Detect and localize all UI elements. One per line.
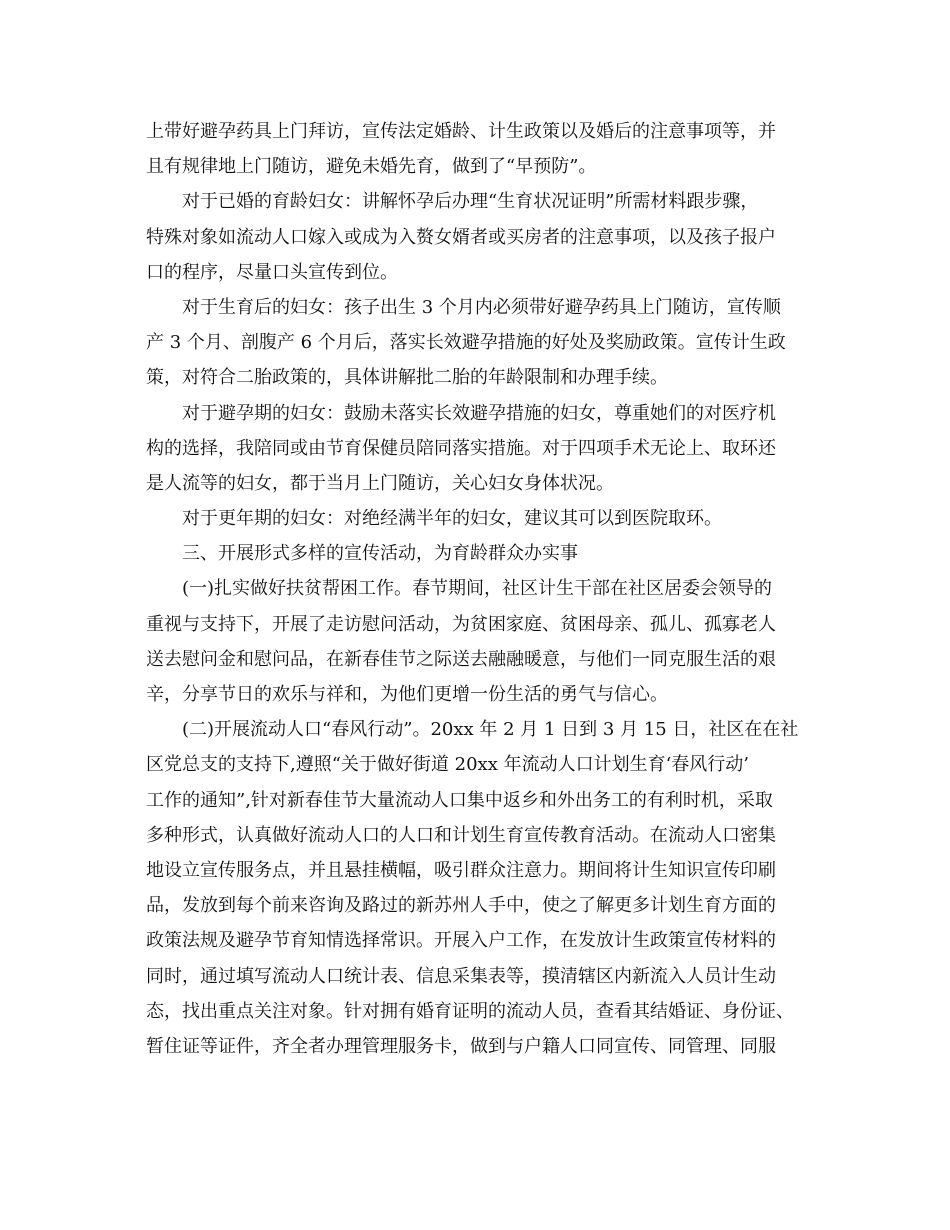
text-line: 品，发放到每个前来咨询及路过的新苏州人手中，使之了解更多计划生育方面的 [146, 895, 776, 917]
paragraph-menopause [146, 501, 806, 536]
text-line: 对于更年期的妇女：对绝经满半年的妇女，建议其可以到医院取环。 [182, 508, 722, 530]
text-line: 对于避孕期的妇女：鼓励未落实长效避孕措施的妇女，尊重她们的对医疗机 [182, 402, 776, 424]
paragraph-poverty-relief [146, 571, 806, 712]
text-line: 是人流等的妇女，都于当月上门随访，关心妇女身体状况。 [146, 472, 614, 494]
section-heading-three [146, 536, 806, 571]
section-heading: 三、开展形式多样的宣传活动，为育龄群众办实事 [182, 543, 578, 565]
text-line: (二)开展流动人口“春风行动”。20xx 年 2 月 1 日到 3 月 15 日，社区在在社 [182, 719, 799, 741]
text-line: 暂住证等证件，齐全者办理管理服务卡，做到与户籍人口同宣传、同管理、同服 [146, 1035, 776, 1057]
text-line: 构的选择，我陪同或由节育保健员陪同落实措施。对于四项手术无论上、取环还 [146, 437, 776, 459]
text-line: 态，找出重点关注对象。针对拥有婚育证明的流动人员，查看其结婚证、身份证、 [146, 1000, 794, 1022]
text-line: 特殊对象如流动人口嫁入或成为入赘女婿者或买房者的注意事项，以及孩子报户 [146, 226, 776, 248]
text-line: 同时，通过填写流动人口统计表、信息采集表等，摸清辖区内新流入人员计生动 [146, 965, 776, 987]
document-body [146, 114, 806, 1064]
text-line: 工作的通知”,针对新春佳节大量流动人口集中返乡和外出务工的有利时机，采取 [146, 789, 773, 811]
text-line: (一)扎实做好扶贫帮困工作。春节期间，社区计生干部在社区居委会领导的 [182, 578, 773, 600]
paragraph-premarital-continued [146, 114, 806, 184]
text-line: 辛，分享节日的欢乐与祥和，为他们更增一份生活的勇气与信心。 [146, 684, 668, 705]
text-line: 上带好避孕药具上门拜访，宣传法定婚龄、计生政策以及婚后的注意事项等，并 [146, 121, 776, 142]
paragraph-contraception-period [146, 396, 806, 502]
paragraph-married-women [146, 184, 806, 290]
text-line: 口的程序，尽量口头宣传到位。 [146, 261, 398, 283]
text-line: 产 3 个月、剖腹产 6 个月后，落实长效避孕措施的好处及奖励政策。宣传计生政 [146, 332, 786, 354]
text-line: 地设立宣传服务点，并且悬挂横幅，吸引群众注意力。期间将计生知识宣传印刷 [146, 859, 776, 881]
text-line: 且有规律地上门随访，避免未婚先育，做到了“早预防”。 [146, 156, 597, 178]
text-line: 对于生育后的妇女：孩子出生 3 个月内必须带好避孕药具上门随访，宣传顺 [182, 296, 781, 318]
text-line: 送去慰问金和慰问品，在新春佳节之际送去融融暖意，与他们一同克服生活的艰 [146, 648, 776, 670]
text-line: 重视与支持下，开展了走访慰问活动，为贫困家庭、贫困母亲、孤儿、孤寡老人 [146, 613, 776, 635]
paragraph-spring-breeze-campaign [146, 712, 806, 1064]
text-line: 策，对符合二胎政策的，具体讲解批二胎的年龄限制和办理手续。 [146, 367, 668, 389]
text-line: 对于已婚的育龄妇女：讲解怀孕后办理“生育状况证明”所需材料跟步骤， [182, 191, 759, 213]
text-line: 政策法规及避孕节育知情选择常识。开展入户工作，在发放计生政策宣传材料的 [146, 930, 776, 952]
text-line: 多种形式，认真做好流动人口的人口和计划生育宣传教育活动。在流动人口密集 [146, 824, 776, 846]
text-line: 区党总支的支持下,遵照“关于做好街道 20xx 年流动人口计划生育‘春风行动’ [146, 754, 750, 776]
paragraph-postpartum-women [146, 290, 806, 396]
